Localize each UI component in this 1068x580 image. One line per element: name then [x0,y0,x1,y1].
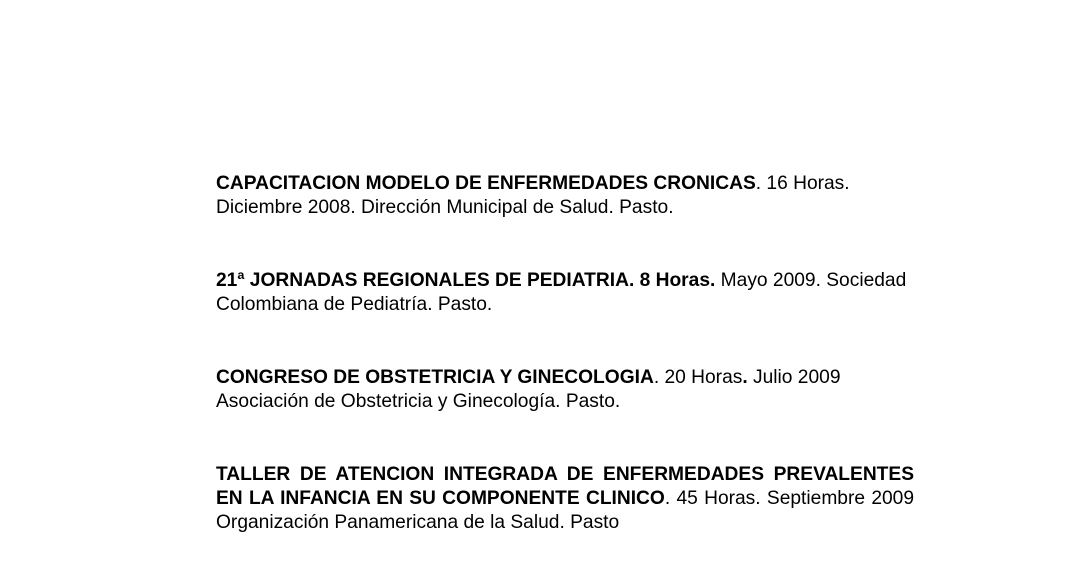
document-page [216,172,914,535]
course-entry-obstetrics [216,366,914,414]
course-details: Mayo 2009. Sociedad Colombiana de Pediatría. Pasto. [216,270,907,315]
course-details: Diciembre 2008. Dirección Municipal de Salud. Pasto. [216,197,674,218]
course-title: TALLER DE ATENCION INTEGRADA DE ENFERMEDADES PREVALENTES EN LA INFANCIA EN SU COMPONENTE CLINICO [216,464,914,509]
separator: . [755,173,767,194]
course-hours: 16 Horas. [766,173,850,194]
separator: . [664,488,677,509]
course-hours: 20 Horas [664,367,743,388]
course-entry-chronic-diseases [216,172,914,220]
separator: . [653,367,665,388]
course-hours: 45 Horas. [676,488,761,509]
course-entry-pediatrics [216,269,914,317]
course-entry-aiepi-workshop [216,463,914,535]
course-details: Julio 2009 Asociación de Obstetricia y Ginecología. Pasto. [216,367,841,412]
course-details: Septiembre 2009 Organización Panamericana de la Salud. Pasto [216,488,915,533]
course-title: 21ª JORNADAS REGIONALES DE PEDIATRIA. 8 Horas. [216,270,716,291]
course-hours-dot: . [742,367,748,388]
course-title: CAPACITACION MODELO DE ENFERMEDADES CRONICAS [216,173,756,194]
course-title: CONGRESO DE OBSTETRICIA Y GINECOLOGIA [216,367,654,388]
